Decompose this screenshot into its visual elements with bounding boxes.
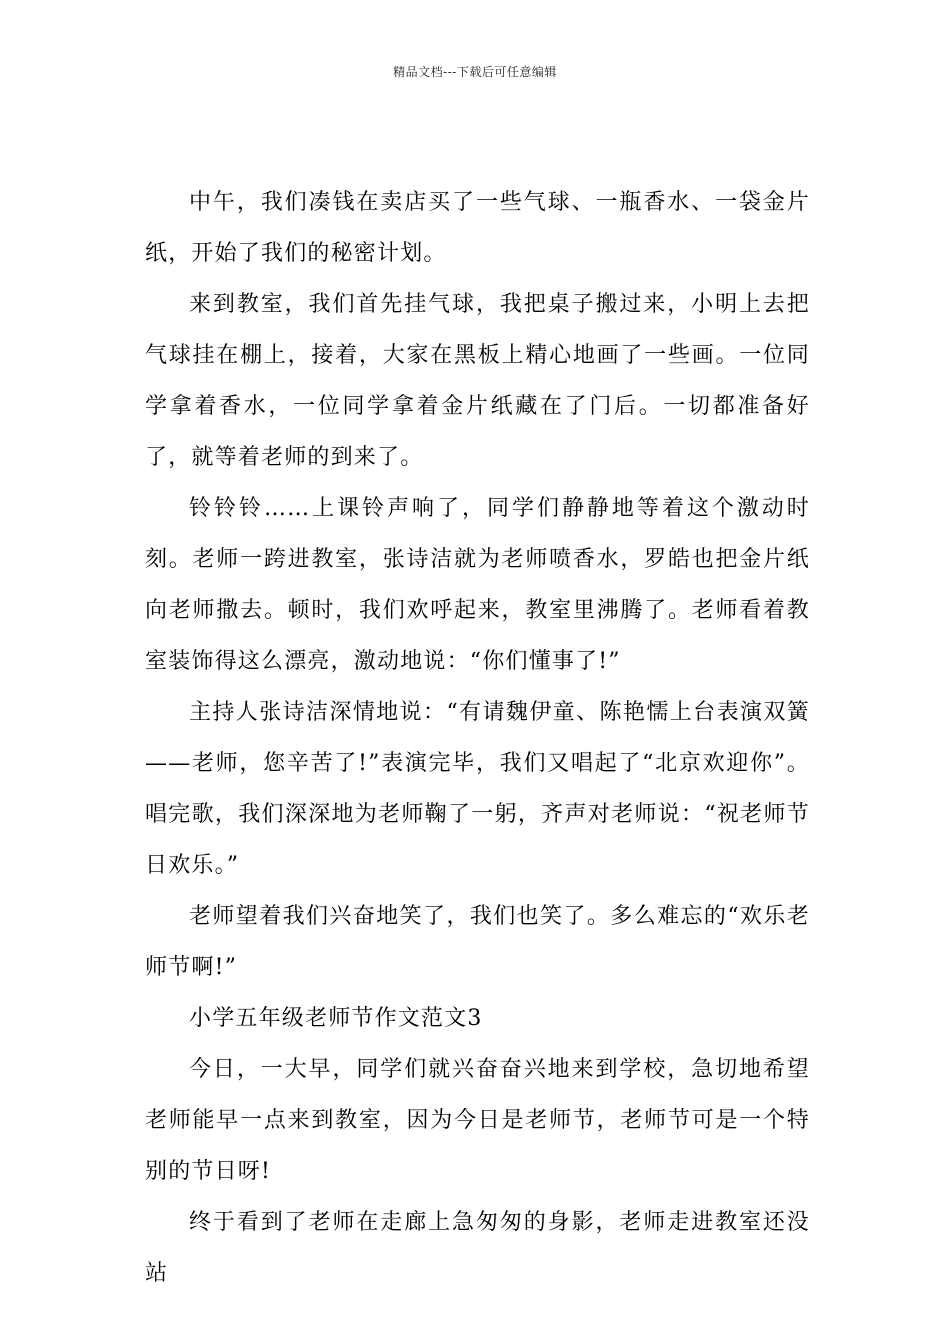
paragraph: 来到教室，我们首先挂气球，我把桌子搬过来，小明上去把气球挂在棚上，接着，大家在黑板上精心地画了一些画。一位同学拿着香水，一位同学拿着金片纸藏在了门后。一切都准备好了，就等着老师的到来了。 <box>145 292 810 470</box>
paragraph: 老师望着我们兴奋地笑了，我们也笑了。多么难忘的“欢乐老师节啊!” <box>145 904 810 980</box>
paragraph: 主持人张诗洁深情地说：“有请魏伊童、陈艳懦上台表演双簧——老师，您辛苦了!”表演完毕，我们又唱起了“北京欢迎你”。唱完歌，我们深深地为老师鞠了一躬，齐声对老师说：“祝老师节日欢乐。” <box>145 700 810 878</box>
paragraph: 铃铃铃……上课铃声响了，同学们静静地等着这个激动时刻。老师一跨进教室，张诗洁就为老师喷香水，罗皓也把金片纸向老师撒去。顿时，我们欢呼起来，教室里沸腾了。老师看着教室装饰得这么漂亮，激动地说：“你们懂事了!” <box>145 496 810 674</box>
paragraph: 终于看到了老师在走廊上急匆匆的身影，老师走进教室还没站 <box>145 1210 810 1286</box>
section-heading: 小学五年级老师节作文范文3 <box>189 1006 483 1031</box>
document-body <box>145 177 810 1299</box>
page-header: 精品文档---下载后可任意编辑 <box>393 65 557 79</box>
paragraph: 今日，一大早，同学们就兴奋奋兴地来到学校，急切地希望老师能早一点来到教室，因为今日是老师节，老师节可是一个特别的节日呀! <box>145 1057 810 1184</box>
paragraph: 中午，我们凑钱在卖店买了一些气球、一瓶香水、一袋金片纸，开始了我们的秘密计划。 <box>145 190 810 266</box>
